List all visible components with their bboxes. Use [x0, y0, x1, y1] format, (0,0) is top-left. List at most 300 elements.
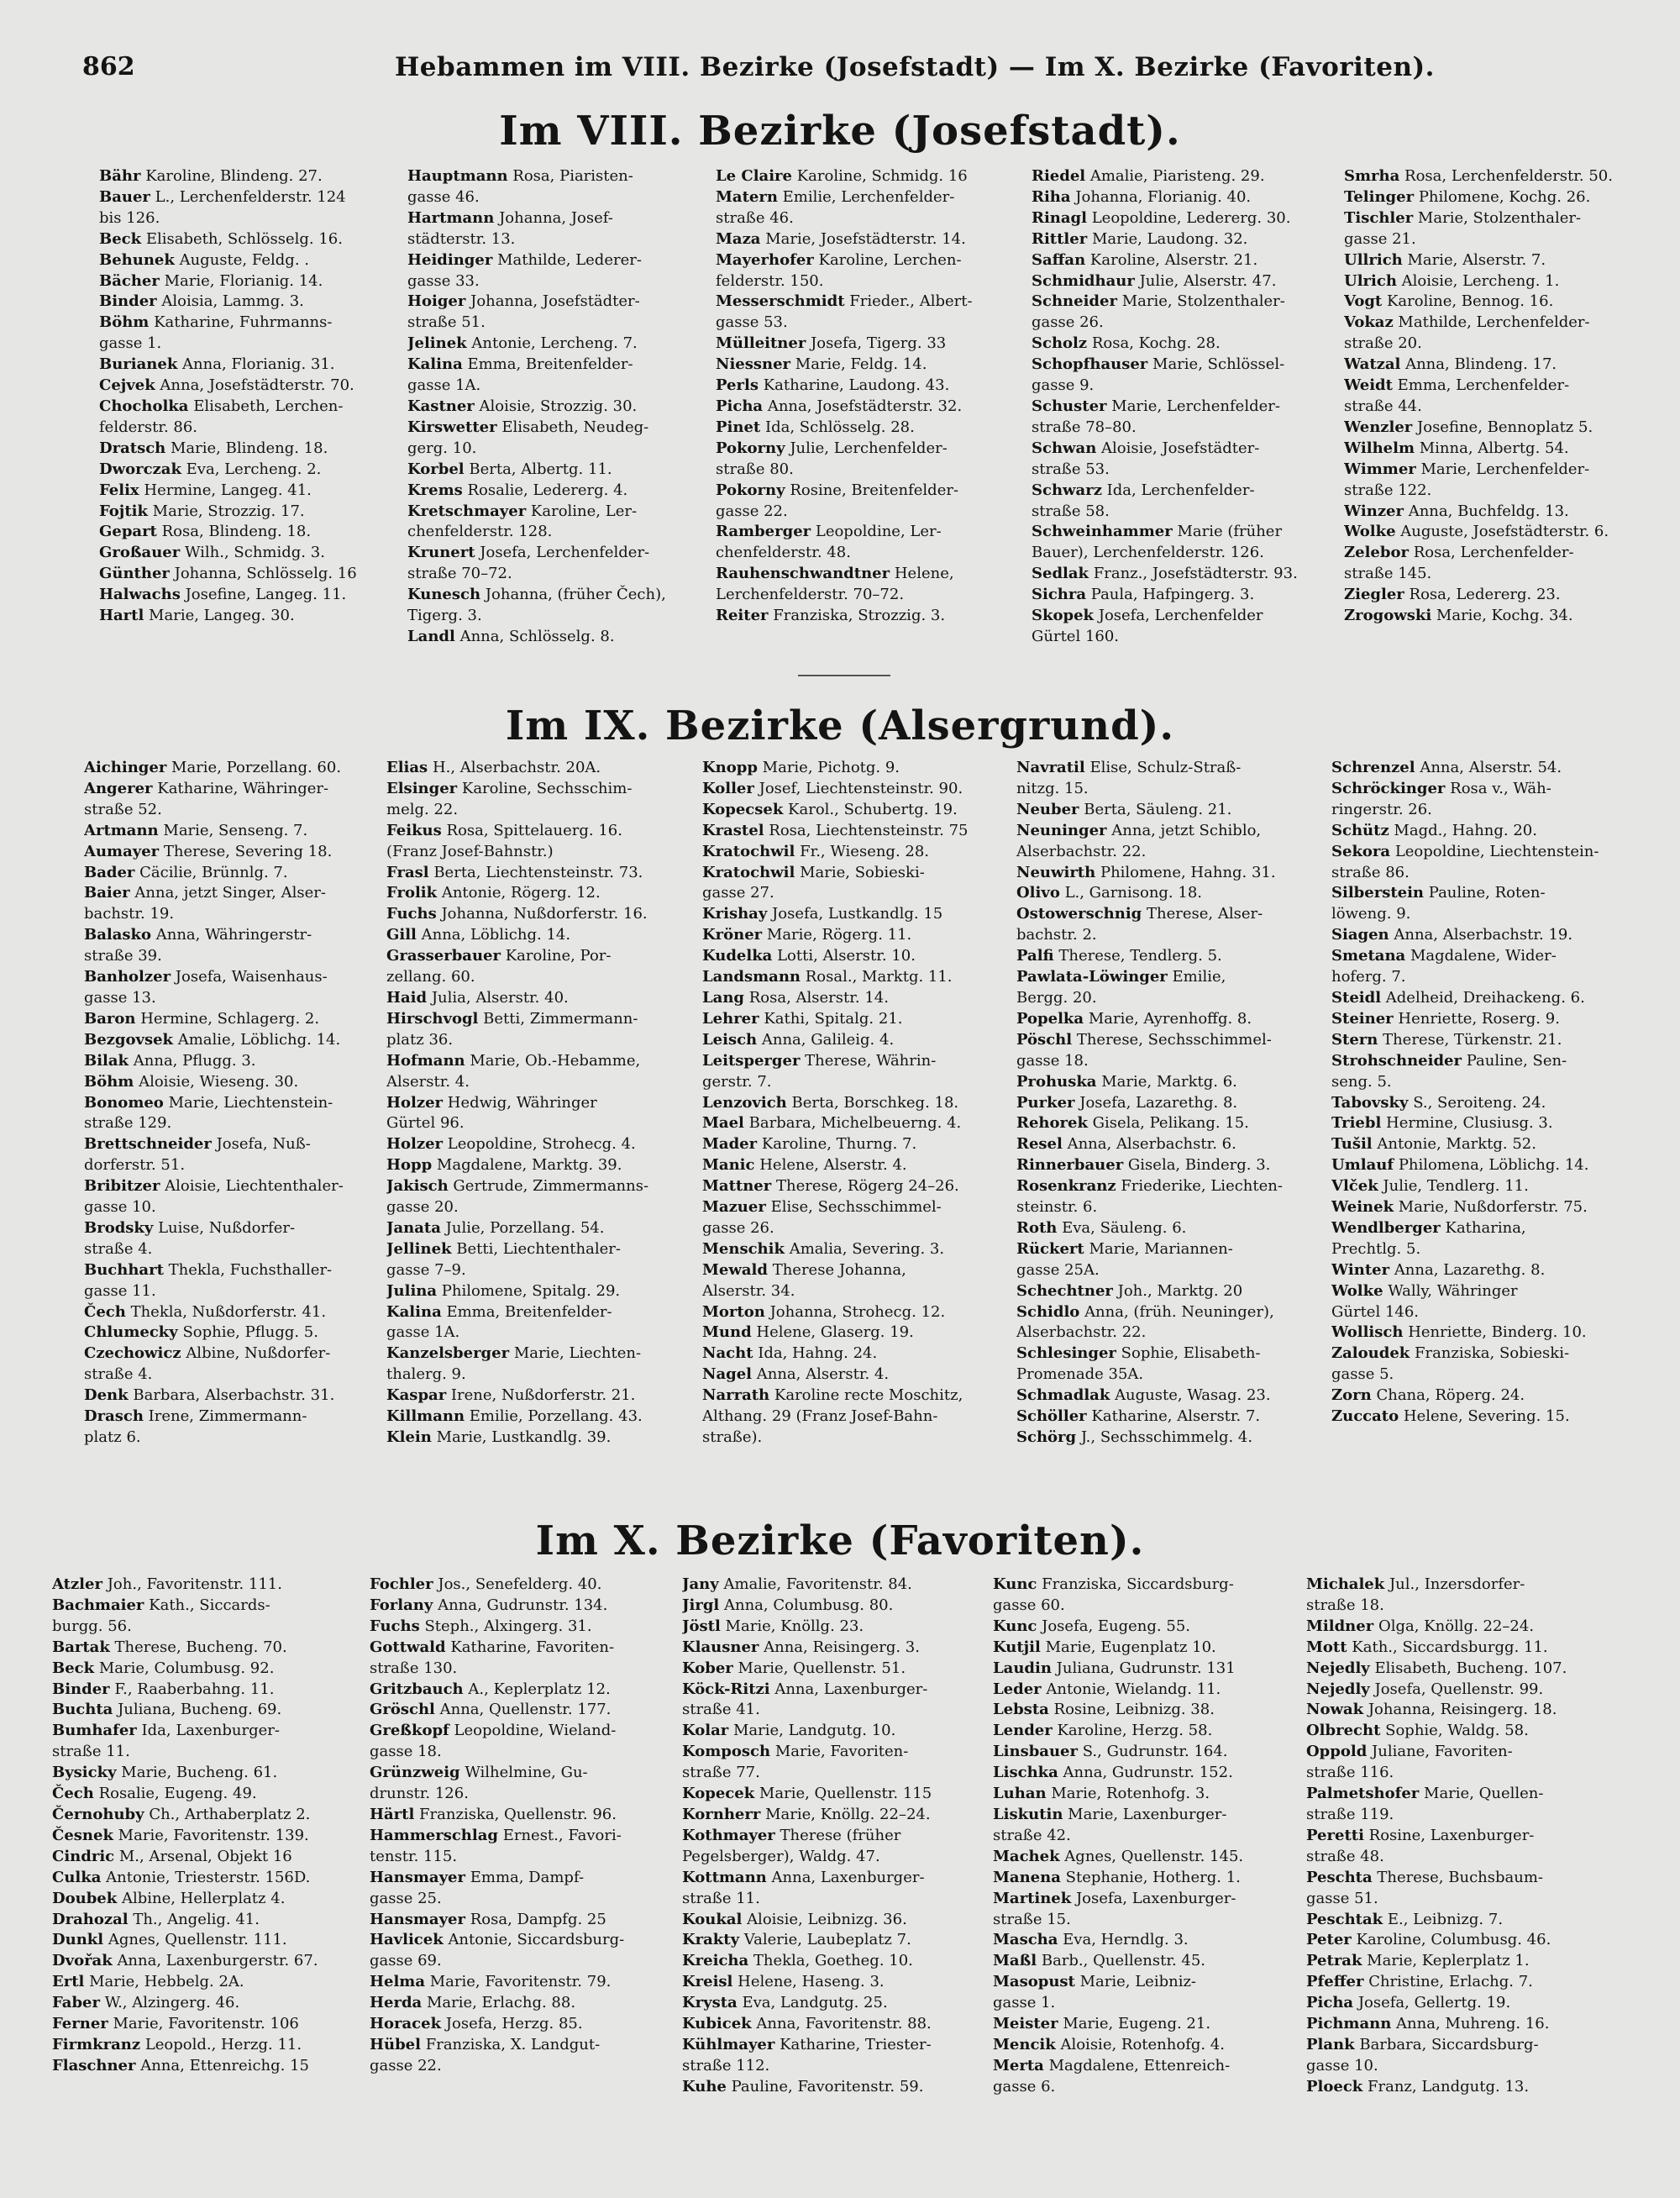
entry-details: Pegelsberger), Waldg. 47. — [682, 1847, 880, 1865]
entry-continuation — [52, 1742, 354, 1763]
entry-details: Marie, Laudong. 32. — [1091, 229, 1248, 248]
midwife-entry — [716, 439, 1014, 460]
entry-details: Magdalene, Wider- — [1410, 947, 1557, 965]
entry-details: gerstr. 7. — [702, 1072, 772, 1091]
midwife-entry — [1032, 585, 1330, 606]
entry-details: straße 51. — [407, 313, 486, 332]
entry-surname: Baron — [84, 1009, 136, 1028]
midwife-entry — [1344, 460, 1646, 481]
entry-surname: Popelka — [1016, 1009, 1084, 1028]
entry-details: straße 15. — [993, 1910, 1071, 1928]
entry-details: Emma, Breitenfelder- — [446, 1302, 612, 1321]
entry-continuation — [682, 1700, 984, 1721]
entry-continuation — [1344, 229, 1646, 250]
entry-details: Alserstr. 34. — [702, 1281, 795, 1300]
entry-surname: Bader — [84, 863, 135, 881]
entry-details: Amalia, Severing. 3. — [789, 1239, 945, 1258]
entry-surname: Mascha — [993, 1931, 1058, 1949]
entry-surname: Pokorny — [716, 481, 785, 499]
entry-surname: Gritzbauch — [370, 1680, 464, 1698]
entry-surname: Sedlak — [1032, 565, 1089, 583]
midwife-entry — [84, 1407, 380, 1428]
entry-details: Thekla, Fuchsthaller- — [168, 1260, 333, 1279]
entry-details: Ida, Lerchenfelder- — [1106, 481, 1255, 499]
entry-details: dorferstr. 51. — [84, 1156, 186, 1175]
entry-details: Karoline, Por- — [505, 947, 612, 965]
entry-details: Julie, Alserstr. 47. — [1139, 271, 1277, 290]
entry-details: Marie, Quellenstr. 115 — [759, 1785, 932, 1803]
entry-details: Hermine, Schlagerg. 2. — [140, 1009, 320, 1028]
midwife-entry — [370, 1805, 672, 1826]
entry-details: Gürtel 146. — [1331, 1302, 1420, 1321]
entry-surname: Banholzer — [84, 968, 171, 986]
entry-surname: Wolke — [1331, 1281, 1383, 1300]
entry-surname: Smetana — [1331, 947, 1406, 965]
entry-continuation — [370, 1889, 672, 1910]
entry-details: Rosa, Liechtensteinstr. 75 — [769, 821, 969, 839]
midwife-entry — [1331, 758, 1642, 779]
midwife-entry — [702, 1344, 998, 1365]
entry-continuation — [1331, 1302, 1642, 1323]
entry-surname: Strohschneider — [1331, 1051, 1462, 1070]
midwife-entry — [407, 292, 706, 313]
entry-details: Frieder., Albert- — [849, 292, 973, 311]
entry-details: Therese (früher — [780, 1826, 901, 1844]
entry-surname: Rinnerbauer — [1016, 1156, 1124, 1175]
midwife-entry — [1306, 1972, 1642, 1993]
midwife-entry — [702, 925, 998, 946]
entry-details: Valerie, Laubeplatz 7. — [743, 1931, 911, 1949]
entry-details: Anna, Josefstädterstr. 32. — [767, 397, 963, 415]
entry-continuation — [1016, 1260, 1312, 1281]
entry-details: Marie, Leibniz- — [1079, 1973, 1197, 1991]
entry-details: Marie, Ob.-Hebamme, — [470, 1051, 641, 1070]
entry-surname: Firmkranz — [52, 2035, 141, 2053]
entry-continuation — [407, 439, 706, 460]
entry-details: Marie, Landgutg. 10. — [732, 1722, 896, 1740]
midwife-entry — [407, 418, 706, 439]
entry-surname: Landl — [407, 627, 455, 645]
midwife-entry — [716, 564, 1014, 585]
entry-surname: Kratochwil — [702, 863, 795, 881]
midwife-entry — [407, 355, 706, 376]
entry-surname: Kalina — [407, 355, 463, 374]
entry-details: straße 112. — [682, 2056, 770, 2074]
midwife-entry — [386, 1344, 682, 1365]
midwife-entry — [407, 334, 706, 355]
entry-continuation — [702, 1218, 998, 1239]
entry-surname: Laudin — [993, 1659, 1052, 1677]
entry-surname: Schopfhauser — [1032, 355, 1148, 374]
midwife-entry — [1331, 1218, 1642, 1239]
midwife-entry — [1306, 1951, 1642, 1972]
entry-surname: Kühlmayer — [682, 2035, 775, 2053]
entry-details: gasse 13. — [84, 988, 156, 1007]
midwife-entry — [1331, 1197, 1642, 1218]
entry-details: platz 6. — [84, 1428, 141, 1446]
midwife-entry — [993, 1951, 1295, 1972]
entry-continuation — [84, 988, 380, 1009]
entry-details: Rosa, Blindeng. 18. — [161, 523, 312, 541]
midwife-entry — [52, 1951, 354, 1972]
entry-details: M., Arsenal, Objekt 16 — [118, 1847, 292, 1865]
entry-details: Agnes, Quellenstr. 145. — [1064, 1847, 1244, 1865]
entry-details: Marie, Favoriten- — [774, 1743, 909, 1761]
entry-details: Amalie, Piaristeng. 29. — [1089, 167, 1265, 185]
entry-surname: Merta — [993, 2056, 1044, 2074]
entry-details: Therese, Alser- — [1147, 905, 1263, 923]
entry-surname: Kuhe — [682, 2077, 727, 2095]
entry-surname: Picha — [1306, 1994, 1354, 2012]
midwife-entry — [386, 1386, 682, 1407]
entry-surname: Rosenkranz — [1016, 1177, 1116, 1196]
entry-surname: Julina — [386, 1281, 438, 1300]
midwife-entry — [52, 2035, 354, 2056]
entry-surname: Jöstl — [682, 1617, 721, 1635]
midwife-entry — [1344, 376, 1646, 397]
entry-surname: Fochler — [370, 1575, 433, 1593]
midwife-entry — [702, 1302, 998, 1323]
midwife-entry — [1016, 1113, 1312, 1134]
page-number: 862 — [82, 52, 135, 82]
midwife-entry — [1331, 1113, 1642, 1134]
midwife-entry — [682, 1575, 984, 1596]
midwife-entry — [1306, 1826, 1642, 1847]
entry-details: Katharine, Favoriten- — [450, 1638, 615, 1656]
entry-surname: Artmann — [84, 821, 159, 839]
entry-continuation — [682, 1847, 984, 1868]
entry-continuation — [52, 1617, 354, 1638]
entry-surname: Matern — [716, 187, 778, 206]
midwife-entry — [1016, 1176, 1312, 1197]
midwife-entry — [993, 1617, 1295, 1638]
entry-details: Marie, Liechtenstein- — [168, 1093, 333, 1112]
entry-details: burgg. 56. — [52, 1617, 132, 1635]
midwife-entry — [84, 925, 380, 946]
entry-details: gasse 22. — [370, 2056, 442, 2074]
entry-surname: Mülleitner — [716, 334, 806, 353]
entry-continuation — [702, 1281, 998, 1302]
entry-surname: Jelinek — [407, 334, 467, 353]
entry-surname: Kopecek — [682, 1785, 755, 1803]
entry-continuation — [1306, 2056, 1642, 2077]
entry-details: Marie, Keplerplatz 1. — [1367, 1952, 1530, 1970]
entry-surname: Schweinhammer — [1032, 523, 1173, 541]
entry-details: Julia, Alserstr. 40. — [431, 988, 569, 1007]
midwife-entry — [1331, 1176, 1642, 1197]
midwife-entry — [993, 1784, 1295, 1805]
entry-continuation — [993, 1910, 1295, 1931]
entry-surname: Weinek — [1331, 1198, 1394, 1217]
entry-details: Anna, Columbusg. 80. — [724, 1596, 894, 1614]
entry-surname: Bribitzer — [84, 1177, 160, 1196]
midwife-entry — [99, 271, 397, 292]
midwife-entry — [1331, 821, 1642, 842]
entry-details: Barbara, Alserbachstr. 31. — [133, 1386, 335, 1405]
entry-details: Rosa, Alserstr. 14. — [748, 988, 889, 1007]
entry-surname: Bächer — [99, 271, 160, 290]
entry-surname: Ploeck — [1306, 2077, 1363, 2095]
midwife-entry — [99, 460, 397, 481]
midwife-entry — [702, 1155, 998, 1176]
entry-details: Marie, Favoritenstr. 139. — [118, 1826, 309, 1844]
entry-surname: Cejvek — [99, 376, 155, 395]
entry-details: Berta, Liechtensteinstr. 73. — [433, 863, 643, 881]
midwife-entry — [682, 1951, 984, 1972]
entry-surname: Balasko — [84, 926, 151, 944]
entry-details: Irene, Zimmermann- — [148, 1407, 307, 1426]
entry-details: Marie, Langeg. 30. — [149, 607, 295, 625]
midwife-entry — [99, 606, 397, 627]
midwife-entry — [716, 376, 1014, 397]
midwife-entry — [1306, 1910, 1642, 1931]
midwife-entry — [702, 1093, 998, 1114]
midwife-entry — [386, 1176, 682, 1197]
midwife-entry — [386, 1302, 682, 1323]
entry-surname: Navratil — [1016, 759, 1085, 776]
entry-continuation — [1306, 1847, 1642, 1868]
entry-continuation — [386, 1030, 682, 1051]
entry-surname: Schmadlak — [1016, 1386, 1110, 1405]
entry-details: Aloisie, Leibnizg. 36. — [747, 1910, 907, 1928]
entry-continuation — [1331, 1072, 1642, 1093]
entry-details: Tigerg. 3. — [407, 607, 482, 625]
midwife-entry — [682, 1784, 984, 1805]
entry-details: Anna, Alserstr. 54. — [1420, 759, 1562, 776]
midwife-entry — [1306, 1638, 1642, 1659]
entry-surname: Smrha — [1344, 167, 1400, 185]
entry-surname: Hansmayer — [370, 1868, 465, 1886]
midwife-entry — [1032, 522, 1330, 543]
entry-details: Anna, Schlösselg. 8. — [459, 627, 615, 645]
entry-surname: Telinger — [1344, 187, 1415, 206]
section-heading-ix: Im IX. Bezirke (Alsergrund). — [505, 702, 1175, 749]
entry-details: Steph., Alxingerg. 31. — [424, 1617, 592, 1635]
entry-details: (Franz Josef-Bahnstr.) — [386, 842, 554, 860]
midwife-entry — [370, 1575, 672, 1596]
entry-details: Marie, Bucheng. 61. — [121, 1764, 278, 1782]
entry-surname: Lang — [702, 988, 744, 1007]
entry-surname: Dratsch — [99, 439, 166, 457]
entry-details: felderstr. 150. — [716, 271, 824, 290]
entry-details: chenfelderstr. 48. — [716, 544, 851, 562]
midwife-entry — [716, 334, 1014, 355]
entry-details: Anna, Alserbachstr. 19. — [1394, 926, 1573, 944]
entry-surname: Kubicek — [682, 2015, 752, 2033]
entry-details: Rosa, Lerchenfelder- — [1413, 544, 1574, 562]
entry-surname: Krakty — [682, 1931, 740, 1949]
x-column-5 — [1306, 1575, 1642, 2180]
entry-surname: Ullrich — [1344, 250, 1403, 269]
midwife-entry — [1016, 1239, 1312, 1260]
entry-surname: Gepart — [99, 523, 157, 541]
midwife-entry — [52, 1972, 354, 1993]
midwife-entry — [1016, 1009, 1312, 1030]
entry-surname: Pinet — [716, 418, 761, 436]
midwife-entry — [52, 1763, 354, 1784]
midwife-entry — [407, 481, 706, 502]
entry-details: L., Lerchenfelderstr. 124 — [155, 187, 346, 206]
entry-surname: Kottmann — [682, 1868, 767, 1886]
midwife-entry — [370, 1993, 672, 2014]
entry-details: Karoline, Sechsschim- — [461, 779, 633, 797]
entry-surname: Burianek — [99, 355, 178, 374]
entry-details: Betti, Liechtenthaler- — [456, 1239, 621, 1258]
midwife-entry — [682, 1596, 984, 1617]
midwife-entry — [702, 1365, 998, 1386]
entry-continuation — [386, 1322, 682, 1344]
entry-details: Helene, — [894, 565, 954, 583]
entry-details: Marie, Rögerg. 11. — [766, 926, 912, 944]
entry-surname: Wilhelm — [1344, 439, 1415, 457]
entry-surname: Kalina — [386, 1302, 442, 1321]
midwife-entry — [682, 1680, 984, 1701]
entry-continuation — [407, 271, 706, 292]
midwife-entry — [682, 1659, 984, 1680]
entry-details: straße 122. — [1344, 481, 1432, 499]
entry-surname: Kaspar — [386, 1386, 447, 1405]
entry-continuation — [993, 1826, 1295, 1847]
entry-details: Therese, Buchsbaum- — [1377, 1868, 1543, 1886]
midwife-entry — [407, 166, 706, 187]
entry-details: Albine, Nußdorfer- — [186, 1344, 331, 1363]
midwife-entry — [993, 1721, 1295, 1742]
x-column-1 — [52, 1575, 354, 2180]
entry-continuation — [1331, 1365, 1642, 1386]
entry-details: Anna, Florianig. 31. — [182, 355, 335, 374]
midwife-entry — [1344, 187, 1646, 208]
midwife-entry — [702, 1322, 998, 1344]
midwife-entry — [52, 1575, 354, 1596]
entry-details: Aloisie, Strozzig. 30. — [479, 397, 638, 415]
midwife-entry — [99, 166, 397, 187]
entry-surname: Saffan — [1032, 250, 1086, 269]
entry-surname: Brodsky — [84, 1218, 154, 1237]
midwife-entry — [84, 1030, 380, 1051]
entry-surname: Helma — [370, 1973, 426, 1991]
midwife-entry — [682, 1638, 984, 1659]
entry-surname: Olivo — [1016, 884, 1060, 902]
entry-continuation — [1331, 800, 1642, 821]
midwife-entry — [52, 1993, 354, 2014]
entry-details: Jul., Inzersdorfer- — [1389, 1575, 1525, 1593]
midwife-entry — [1032, 166, 1330, 187]
entry-surname: Kothmayer — [682, 1826, 775, 1844]
entry-details: Hermine, Langeg. 41. — [144, 481, 312, 499]
entry-continuation — [682, 1889, 984, 1910]
midwife-entry — [99, 481, 397, 502]
entry-details: Bauer), Lerchenfelderstr. 126. — [1032, 544, 1264, 562]
entry-details: Auguste, Josefstädterstr. 6. — [1400, 523, 1609, 541]
entry-surname: Michalek — [1306, 1575, 1385, 1593]
entry-details: gasse 46. — [407, 187, 480, 206]
entry-continuation — [1016, 779, 1312, 800]
entry-surname: Rehorek — [1016, 1114, 1088, 1133]
entry-details: Anna, jetzt Schiblo, — [1111, 821, 1262, 839]
entry-surname: Horacek — [370, 2015, 442, 2033]
entry-details: Elisabeth, Neudeg- — [501, 418, 649, 436]
entry-surname: Frolik — [386, 884, 438, 902]
entry-details: straße 39. — [84, 947, 162, 965]
midwife-entry — [716, 187, 1014, 208]
midwife-entry — [1016, 883, 1312, 904]
midwife-entry — [386, 1134, 682, 1155]
entry-details: Josefa, Lerchenfelder- — [480, 544, 650, 562]
entry-surname: Kunesch — [407, 586, 481, 604]
entry-continuation — [1032, 313, 1330, 334]
entry-details: Franziska, Sobieski- — [1414, 1344, 1570, 1363]
midwife-entry — [1331, 946, 1642, 967]
entry-details: bachstr. 2. — [1016, 926, 1097, 944]
entry-details: gasse 1. — [99, 334, 162, 353]
entry-surname: Česnek — [52, 1826, 113, 1844]
entry-surname: Beck — [52, 1659, 95, 1677]
entry-continuation — [99, 208, 397, 229]
midwife-entry — [1016, 946, 1312, 967]
midwife-entry — [1331, 842, 1642, 863]
entry-continuation — [84, 946, 380, 967]
entry-surname: Frasl — [386, 863, 429, 881]
midwife-entry — [702, 1134, 998, 1155]
entry-details: W., Alzingerg. 46. — [104, 1994, 240, 2012]
entry-details: Juliana, Gudrunstr. 131 — [1056, 1659, 1236, 1677]
entry-surname: Mader — [702, 1135, 758, 1154]
entry-details: Elisabeth, Lerchen- — [193, 397, 344, 415]
entry-details: Rosine, Leibnizg. 38. — [1053, 1701, 1215, 1719]
entry-continuation — [1306, 1763, 1642, 1784]
midwife-entry — [1344, 502, 1646, 523]
entry-continuation — [407, 606, 706, 627]
entry-details: Eva, Landgutg. 25. — [742, 1994, 888, 2012]
midwife-entry — [716, 418, 1014, 439]
midwife-entry — [716, 355, 1014, 376]
entry-surname: Herda — [370, 1994, 423, 2012]
midwife-entry — [1331, 1155, 1642, 1176]
entry-surname: Hauptmann — [407, 167, 508, 185]
entry-details: Alserbachstr. 22. — [1016, 842, 1147, 860]
midwife-entry — [702, 967, 998, 988]
entry-details: straße 145. — [1344, 565, 1432, 583]
entry-details: Auguste, Feldg. . — [179, 250, 309, 269]
entry-details: Anna, Quellenstr. 177. — [439, 1701, 612, 1719]
entry-details: Marie, Strozzig. 17. — [152, 502, 305, 520]
midwife-entry — [702, 1176, 998, 1197]
entry-surname: Kunc — [993, 1575, 1037, 1593]
entry-details: Aloisie, Rotenhofg. 4. — [1060, 2035, 1226, 2053]
entry-details: Marie, Eugeng. 21. — [1063, 2015, 1211, 2033]
entry-continuation — [1032, 627, 1330, 648]
entry-details: Aloisie, Lercheng. 1. — [1401, 271, 1560, 290]
midwife-entry — [52, 2014, 354, 2035]
entry-details: gasse 9. — [1032, 376, 1095, 395]
entry-surname: Narrath — [702, 1386, 770, 1405]
ix-column-1 — [84, 758, 380, 1489]
midwife-entry — [52, 1847, 354, 1868]
midwife-entry — [1306, 1575, 1642, 1596]
entry-details: Anna, (früh. Neuninger), — [1084, 1302, 1274, 1321]
entry-details: Josefa, Lazarethg. 8. — [1079, 1093, 1238, 1112]
midwife-entry — [993, 1742, 1295, 1763]
entry-surname: Zaloudek — [1331, 1344, 1410, 1363]
entry-surname: Denk — [84, 1386, 129, 1405]
entry-details: Antonie, Triesterstr. 156D. — [106, 1868, 311, 1886]
entry-continuation — [1016, 1322, 1312, 1344]
midwife-entry — [370, 1617, 672, 1638]
entry-surname: Palfi — [1016, 947, 1054, 965]
midwife-entry — [407, 627, 706, 648]
entry-surname: Winzer — [1344, 502, 1404, 520]
ix-column-4 — [1016, 758, 1312, 1489]
